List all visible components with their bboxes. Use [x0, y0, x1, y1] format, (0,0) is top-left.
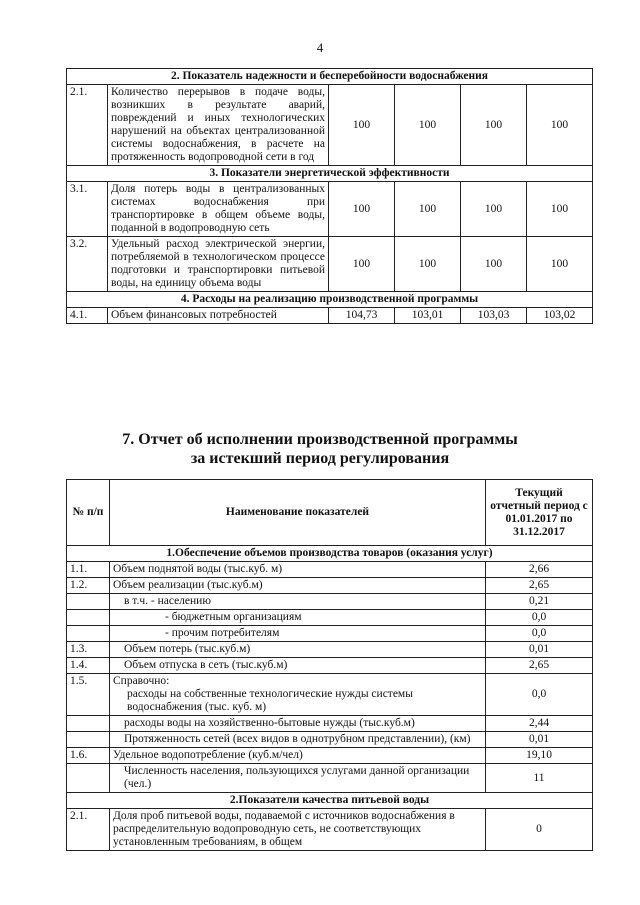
header-period: Текущий отчетный период с 01.01.2017 по 31.12.2017: [486, 480, 593, 546]
table-row: [67, 642, 593, 658]
table-row: [67, 594, 593, 610]
row-number: 2.1.: [67, 809, 110, 851]
row-value: 19,10: [486, 748, 593, 764]
table-row: [67, 809, 593, 851]
row-number: 1.2.: [67, 578, 110, 594]
row-name: Количество перерывов в подаче воды, возникших в результате аварий, повреждений и иных технологических нарушений на объектах централизованной системы водоснабжения, в расчете на протяженность водопроводной сети в год: [108, 85, 329, 166]
row-name: Протяженность сетей (всех видов в однотрубном представлении), (км): [110, 732, 486, 748]
row-value: 100: [527, 85, 593, 166]
row-number: 4.1.: [67, 308, 108, 324]
row-value: 0,0: [486, 610, 593, 626]
row-value: 0,0: [486, 626, 593, 642]
table-row: [67, 732, 593, 748]
header-name: Наименование показателей: [110, 480, 486, 546]
heading-line-2: за истекший период регулирования: [190, 450, 450, 467]
row-number: 1.1.: [67, 562, 110, 578]
row-number: 1.6.: [67, 748, 110, 764]
row-value: 100: [395, 85, 461, 166]
page-number: 4: [316, 40, 324, 55]
table-row: [67, 626, 593, 642]
row-name: Численность населения, пользующихся услугами данной организации (чел.): [110, 764, 486, 793]
section-header: 2.Показатели качества питьевой воды: [67, 793, 593, 809]
row-value: 100: [329, 85, 395, 166]
row-value: 104,73: [329, 308, 395, 324]
row-name: Объем отпуска в сеть (тыс.куб.м): [110, 658, 486, 674]
row-value: 0,21: [486, 594, 593, 610]
row-value: 0: [486, 809, 593, 851]
row-value: 0,0: [486, 674, 593, 716]
row-number: 3.1.: [67, 182, 108, 237]
row-value: 100: [461, 237, 527, 292]
row-value: 0,01: [486, 732, 593, 748]
table-row: [67, 562, 593, 578]
row-value: 0,01: [486, 642, 593, 658]
row-value: 100: [395, 182, 461, 237]
row-name: Доля потерь воды в централизованных системах водоснабжения при транспортировке в общем объеме воды, поданной в водопроводную сеть: [108, 182, 329, 237]
row-value: 2,65: [486, 578, 593, 594]
row-number: [67, 716, 110, 732]
row-name: Доля проб питьевой воды, подаваемой с источников водоснабжения в распределительную водопроводную сеть, не соответствующих установленным требованиям, в общем: [110, 809, 486, 851]
table-row: [67, 716, 593, 732]
table-row: [67, 237, 593, 292]
row-name: Объем финансовых потребностей: [108, 308, 329, 324]
row-value: 100: [527, 237, 593, 292]
row-number: 2.1.: [67, 85, 108, 166]
table-row: [67, 764, 593, 793]
section-header: 4. Расходы на реализацию производственной программы: [67, 292, 593, 308]
table-row: [67, 674, 593, 716]
row-value: 100: [329, 237, 395, 292]
row-value: 2,44: [486, 716, 593, 732]
table-row: [67, 748, 593, 764]
header-num: № п/п: [67, 480, 110, 546]
row-value: 2,66: [486, 562, 593, 578]
row-value: 103,02: [527, 308, 593, 324]
row-name: Справочно:: [113, 675, 170, 687]
row-number: [67, 732, 110, 748]
row-value: 100: [329, 182, 395, 237]
section-header: 2. Показатель надежности и бесперебойности водоснабжения: [67, 69, 593, 85]
row-number: 1.5.: [67, 674, 110, 716]
table-row: [67, 85, 593, 166]
heading-line-1: 7. Отчет об исполнении производственной программы: [122, 431, 518, 448]
row-name: Объем потерь (тыс.куб.м): [110, 642, 486, 658]
row-name: Удельный расход электрической энергии, потребляемой в технологическом процессе подготовки и транспортировки питьевой воды, на единицу объема воды: [108, 237, 329, 292]
table-row: [67, 610, 593, 626]
table-row: [67, 308, 593, 324]
row-name: в т.ч. - населению: [110, 594, 486, 610]
report-heading: [0, 430, 640, 468]
row-value: 100: [395, 237, 461, 292]
row-number: 1.3.: [67, 642, 110, 658]
row-name: Объем поднятой воды (тыс.куб. м): [110, 562, 486, 578]
row-number: [67, 626, 110, 642]
row-number: [67, 764, 110, 793]
row-name: - прочим потребителям: [110, 626, 486, 642]
indicators-table: [66, 68, 593, 324]
row-value: 100: [527, 182, 593, 237]
row-value: 2,65: [486, 658, 593, 674]
row-number: [67, 594, 110, 610]
table-row: [67, 578, 593, 594]
row-value: 103,03: [461, 308, 527, 324]
row-value: 11: [486, 764, 593, 793]
row-number: 3.2.: [67, 237, 108, 292]
section-header: 3. Показатели энергетической эффективности: [67, 166, 593, 182]
row-name: - бюджетным организациям: [110, 610, 486, 626]
row-number: 1.4.: [67, 658, 110, 674]
row-subname: расходы на собственные технологические нужды системы водоснабжения (тыс. куб. м): [127, 688, 413, 713]
row-value: 100: [461, 85, 527, 166]
row-value: 103,01: [395, 308, 461, 324]
row-name: Удельное водопотребление (куб.м/чел): [110, 748, 486, 764]
report-table: [66, 479, 593, 851]
table-row: [67, 182, 593, 237]
row-name: Объем реализации (тыс.куб.м): [110, 578, 486, 594]
row-name-cell: [110, 674, 486, 716]
row-number: [67, 610, 110, 626]
row-value: 100: [461, 182, 527, 237]
row-name: расходы воды на хозяйственно-бытовые нужды (тыс.куб.м): [110, 716, 486, 732]
table-row: [67, 658, 593, 674]
section-header: 1.Обеспечение объемов производства товаров (оказания услуг): [67, 546, 593, 562]
